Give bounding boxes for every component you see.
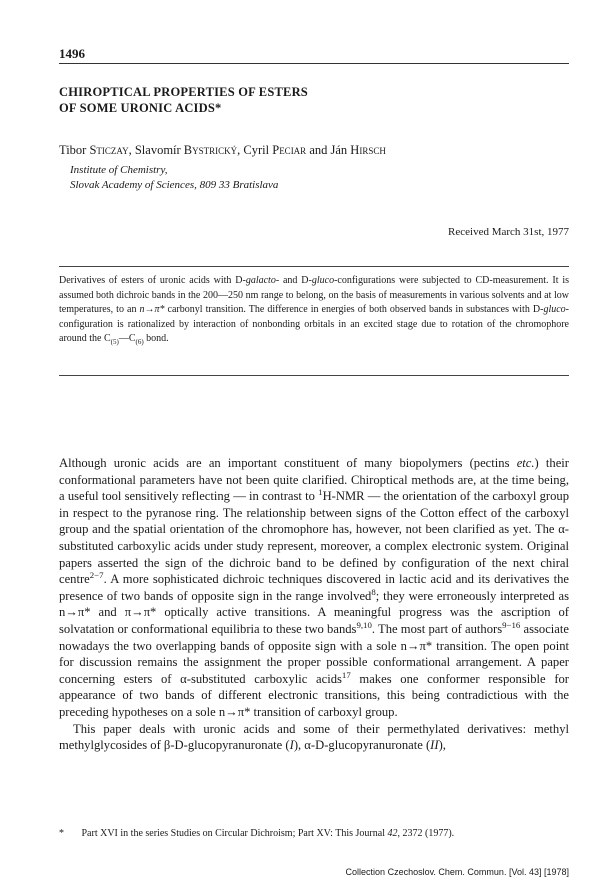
abstract-text: (5) (110, 338, 119, 347)
abstract-text: —C (118, 333, 136, 345)
footnote-text: Part XVI in the series Studies on Circular Dichroism; Part XV: This Journal (81, 828, 388, 839)
compound-label: II (430, 738, 439, 753)
body-text-run: ; they were erroneously interpreted as n→π* and π→π* optically active transitions. A meaningful progress was the ascription of solvatation or conformational equilibria to these two bands (59, 588, 569, 636)
footnote-text: , 2372 (1977). (397, 828, 455, 839)
reference-superscript: 8 (371, 586, 376, 597)
abstract-text: -galacto- (242, 275, 280, 286)
author-separator: , (128, 143, 135, 157)
body-text-run: -glucopyranuronate ( (324, 738, 431, 753)
footnote-text: 42 (387, 828, 398, 839)
abstract-text: configurations were subjected to CD-measurement. It is assumed both dichroic bands in the 200—250 nm range to belong, on the basis of measurements in various solvents and at low temperatures, to an (59, 275, 569, 316)
body-text-run: etc. (516, 456, 535, 470)
body-text-run: makes one conformer responsible for appearance of two bands of different electronic transitions, this being contradictious with the preceding hypotheses on a sole n→π* transition of carboxyl group. (59, 671, 569, 719)
abstract-text: Derivatives of esters of uronic acids with (59, 275, 236, 286)
body-text-run: . The most part of authors (371, 621, 503, 636)
body-text-run: D (174, 738, 184, 753)
paragraph-1 (59, 455, 569, 721)
abstract-text: D (235, 275, 243, 286)
journal-footer: Collection Czechoslov. Chem. Commun. [Vol. 43] [1978] (345, 867, 569, 877)
body-text-run: ), α- (293, 738, 316, 753)
received-date: Received March 31st, 1977 (448, 226, 569, 238)
abstract-text: (6) (135, 338, 144, 347)
footnote-mark: * (59, 828, 64, 839)
author-4-surname: irsch (359, 143, 386, 157)
abstract-text: n→π* (139, 304, 165, 316)
body-text-run: 1 (318, 487, 323, 497)
author-1-surname: ticzay (96, 143, 129, 157)
abstract-text: and (279, 275, 302, 286)
header-rule (59, 63, 569, 64)
body-text (59, 455, 569, 754)
page-number: 1496 (59, 46, 85, 61)
author-4-name: Ján H (330, 143, 360, 157)
abstract-text: bond. (143, 333, 169, 345)
author-2-surname: ystrický (192, 143, 238, 157)
body-text-run: Although uronic acids are an important constituent of many biopolymers (pectins (59, 456, 517, 470)
body-text-run: ), (438, 738, 446, 753)
abstract-text: D (301, 275, 309, 286)
abstract (59, 274, 569, 347)
reference-superscript: 9−16 (502, 619, 521, 630)
compound-label: I (289, 738, 294, 753)
author-3-name: Cyril P (243, 143, 280, 157)
author-1-name: Tibor S (59, 143, 97, 157)
abstract-rule-bottom (59, 375, 569, 376)
affiliation-line-1: Institute of Chemistry, (70, 164, 168, 176)
title-line-2: OF SOME URONIC ACIDS* (59, 101, 222, 115)
reference-superscript: 17 (341, 669, 351, 680)
affiliation (70, 163, 278, 193)
body-text-run: H-NMR — the orientation of the carboxyl group in respect to the pyranose ring. The relationship between signs of the Cotton effect of the carboxyl group and the spatial orientation of the chromophore has, however, not been clarified as yet. The α-substituted carboxylic acids under study represent, moreover, a complex electronic system. Original papers asserted the sign of the dichroic band to be defined by configuration of the next chiral centre (59, 489, 569, 587)
article-title (59, 84, 308, 116)
abstract-text: carbonyl transition. The difference in energies of both observed bands in substances with (164, 304, 533, 316)
author-separator: and (306, 143, 331, 157)
abstract-text: D (532, 304, 541, 316)
abstract-rule-top (59, 266, 569, 267)
reference-superscript: 9,10 (356, 619, 372, 630)
body-text-run: This paper deals with uronic acids and some of their permethylated derivatives: methyl methylglycosides of β- (59, 721, 569, 753)
paragraph-2 (59, 721, 569, 754)
abstract-text: -gluco- (540, 304, 570, 316)
author-2-name: Slavomír B (134, 143, 193, 157)
footnote (59, 827, 569, 841)
reference-superscript: 2−7 (89, 569, 104, 580)
body-text-run: . A more sophisticated dichroic techniques discovered in lactic acid and its derivatives the presence of two bands of opposite sign in the range involved (59, 572, 569, 603)
abstract-text: configuration is rationalized by interaction of nonbonding orbitals in an excited stage due to rotation of the chromophore around the C (59, 318, 569, 345)
author-3-surname: eciar (279, 143, 307, 157)
body-text-run: ) their conformational parameters have not been quite clarified. Chiroptical methods are, at the time being, a useful tool sensitively reflecting — in contrast to (59, 456, 569, 504)
author-list (59, 143, 386, 158)
abstract-text: -gluco- (308, 275, 338, 286)
title-line-1: CHIROPTICAL PROPERTIES OF ESTERS (59, 85, 308, 99)
affiliation-line-2: Slovak Academy of Sciences, 809 33 Bratislava (70, 179, 279, 191)
body-text-run: D (315, 738, 325, 753)
author-separator: , (237, 143, 244, 157)
body-text-run: -glucopyranuronate ( (183, 738, 290, 753)
body-text-run: associate nowadays the two overlapping bands of opposite sign with a sole n→π* transition. The open point for discussion remains the assignment the proper possible conformational arrangement. A paper concerning esters of α-substituted carboxylic acids (59, 621, 569, 686)
